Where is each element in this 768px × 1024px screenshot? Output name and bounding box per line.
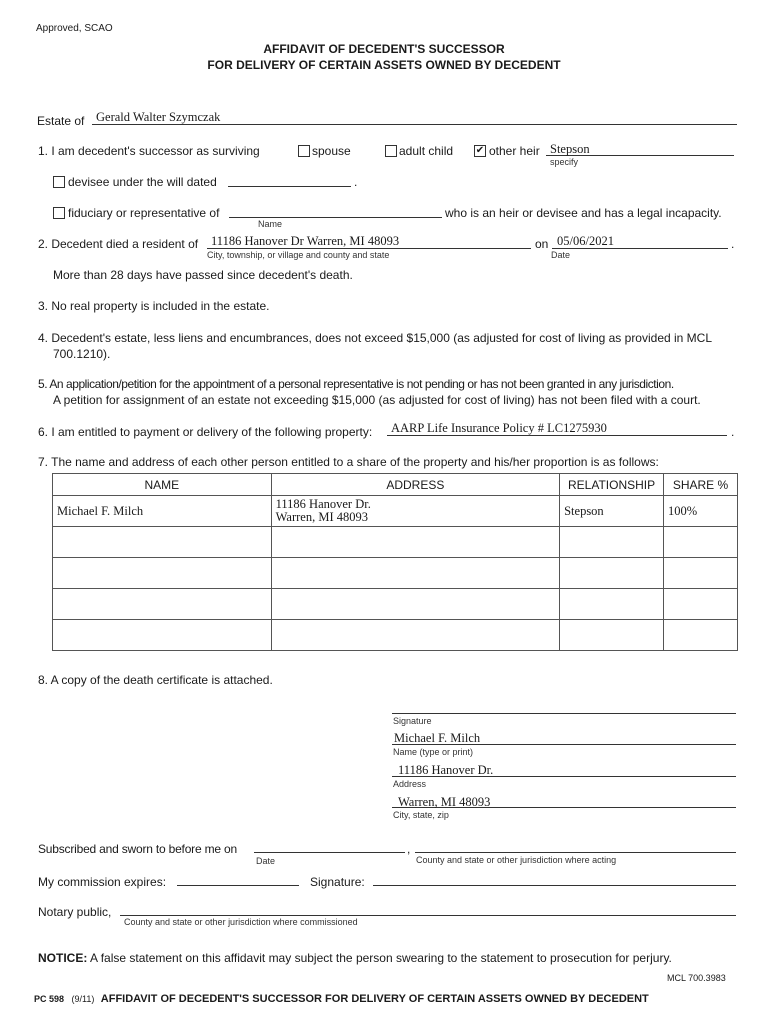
empty-cell[interactable] bbox=[560, 589, 664, 620]
address-caption: Address bbox=[393, 779, 427, 789]
form-footer-title: AFFIDAVIT OF DECEDENT'S SUCCESSOR FOR DELIVERY OF CERTAIN ASSETS OWNED BY DECEDENT bbox=[100, 993, 649, 1005]
commissioned-jurisdiction-field[interactable] bbox=[120, 915, 736, 916]
signature-field[interactable] bbox=[392, 713, 736, 714]
form-date: (9/11) bbox=[71, 994, 95, 1004]
fiduciary-name-field[interactable] bbox=[229, 217, 442, 218]
sworn-date-field[interactable] bbox=[254, 852, 405, 853]
empty-cell[interactable] bbox=[560, 558, 664, 589]
item4-line2: 700.1210). bbox=[53, 347, 111, 361]
form-title-line2: FOR DELIVERY OF CERTAIN ASSETS OWNED BY DECEDENT bbox=[207, 58, 561, 72]
table-row bbox=[53, 496, 738, 527]
col-header-address: ADDRESS bbox=[271, 474, 559, 496]
fiduciary-name-caption: Name bbox=[258, 219, 283, 229]
table-header-row bbox=[53, 474, 738, 496]
row-address-line2[interactable]: Warren, MI 48093 bbox=[275, 510, 368, 524]
spouse-checkbox[interactable] bbox=[298, 145, 310, 157]
empty-cell[interactable] bbox=[271, 620, 559, 651]
heirs-table bbox=[52, 473, 738, 651]
item6-text: 6. I am entitled to payment or delivery of the following property: bbox=[38, 425, 373, 439]
table-row bbox=[53, 527, 738, 558]
signer-city-field[interactable]: Warren, MI 48093 bbox=[398, 795, 491, 809]
empty-cell[interactable] bbox=[53, 527, 272, 558]
row-relationship-cell[interactable]: Stepson bbox=[564, 503, 604, 518]
empty-cell[interactable] bbox=[271, 589, 559, 620]
row-name-cell[interactable]: Michael F. Milch bbox=[57, 503, 144, 518]
on-label: on bbox=[535, 237, 549, 251]
signature-caption: Signature bbox=[393, 716, 432, 726]
estate-name-field[interactable]: Gerald Walter Szymczak bbox=[96, 110, 221, 124]
row-share-cell[interactable]: 100% bbox=[668, 503, 698, 518]
row-address-line1[interactable]: 11186 Hanover Dr. bbox=[275, 497, 371, 511]
specify-caption: specify bbox=[550, 157, 579, 167]
name-caption: Name (type or print) bbox=[393, 747, 474, 757]
fiduciary-label: fiduciary or representative of bbox=[68, 206, 220, 220]
empty-cell[interactable] bbox=[664, 589, 738, 620]
item3-text: 3. No real property is included in the estate. bbox=[38, 299, 270, 313]
adult-child-label: adult child bbox=[399, 144, 454, 158]
signer-name-field[interactable]: Michael F. Milch bbox=[394, 731, 481, 745]
fiduciary-checkbox[interactable] bbox=[53, 207, 65, 219]
estate-label: Estate of bbox=[37, 114, 85, 128]
jurisdiction-acting-field[interactable] bbox=[415, 852, 736, 853]
notary-signature-field[interactable] bbox=[373, 885, 736, 886]
empty-cell[interactable] bbox=[664, 620, 738, 651]
item6-end: . bbox=[731, 425, 735, 439]
form-title-line1: AFFIDAVIT OF DECEDENT'S SUCCESSOR bbox=[263, 42, 505, 56]
table-row bbox=[53, 558, 738, 589]
residence-caption: City, township, or village and county and state bbox=[207, 250, 390, 260]
empty-cell[interactable] bbox=[271, 558, 559, 589]
item7-text: 7. The name and address of each other person entitled to a share of the property and his/her proportion is as follows: bbox=[38, 455, 659, 469]
devisee-date-field[interactable] bbox=[228, 186, 351, 187]
commission-label: My commission expires: bbox=[38, 875, 167, 889]
col-header-name: NAME bbox=[53, 474, 272, 496]
notary-comma: , bbox=[407, 842, 411, 856]
city-caption: City, state, zip bbox=[393, 810, 449, 820]
empty-cell[interactable] bbox=[560, 620, 664, 651]
empty-cell[interactable] bbox=[560, 527, 664, 558]
empty-cell[interactable] bbox=[53, 589, 272, 620]
item5-line1: 5. An application/petition for the appointment of a personal representative is not pending or has not been granted in any jurisdiction. bbox=[38, 377, 674, 391]
subscribed-label: Subscribed and sworn to before me on bbox=[38, 842, 237, 856]
notice-label: NOTICE: bbox=[38, 951, 88, 965]
notary-public-label: Notary public, bbox=[38, 905, 112, 919]
commissioned-jurisdiction-caption: County and state or other jurisdiction where commissioned bbox=[124, 917, 358, 927]
fiduciary-tail: who is an heir or devisee and has a legal incapacity. bbox=[445, 206, 722, 220]
devisee-end: . bbox=[354, 175, 358, 189]
empty-cell[interactable] bbox=[664, 558, 738, 589]
item1-text: 1. I am decedent's successor as surviving bbox=[38, 144, 260, 158]
death-date-field[interactable]: 05/06/2021 bbox=[557, 234, 614, 248]
commission-expires-field[interactable] bbox=[177, 885, 299, 886]
other-heir-checkbox[interactable]: ✔ bbox=[475, 145, 485, 156]
sworn-date-caption: Date bbox=[256, 856, 276, 866]
table-row bbox=[53, 589, 738, 620]
signer-address-field[interactable]: 11186 Hanover Dr. bbox=[398, 763, 494, 777]
notice bbox=[38, 951, 672, 965]
item8-text: 8. A copy of the death certificate is attached. bbox=[38, 673, 273, 687]
mcl-reference: MCL 700.3983 bbox=[667, 973, 726, 983]
item2-note: More than 28 days have passed since decedent's death. bbox=[53, 268, 353, 282]
table-row bbox=[53, 620, 738, 651]
other-heir-label: other heir bbox=[489, 144, 540, 158]
property-field[interactable]: AARP Life Insurance Policy # LC1275930 bbox=[391, 421, 607, 435]
empty-cell[interactable] bbox=[664, 527, 738, 558]
residence-field[interactable]: 11186 Hanover Dr Warren, MI 48093 bbox=[211, 234, 400, 248]
item2-end: . bbox=[731, 237, 735, 251]
death-date-caption: Date bbox=[551, 250, 571, 260]
spouse-label: spouse bbox=[312, 144, 351, 158]
approval-note: Approved, SCAO bbox=[36, 23, 113, 34]
other-heir-field[interactable]: Stepson bbox=[550, 142, 590, 156]
item2-text: 2. Decedent died a resident of bbox=[38, 237, 199, 251]
item4-line1: 4. Decedent's estate, less liens and encumbrances, does not exceed $15,000 (as adjusted for cost of living as provided in MCL bbox=[38, 331, 713, 345]
adult-child-checkbox[interactable] bbox=[385, 145, 397, 157]
notary-signature-label: Signature: bbox=[310, 875, 365, 889]
form-footer bbox=[34, 989, 649, 1007]
devisee-checkbox[interactable] bbox=[53, 176, 65, 188]
jurisdiction-acting-caption: County and state or other jurisdiction where acting bbox=[416, 855, 617, 865]
notice-text: A false statement on this affidavit may subject the person swearing to the statement to prosecution for perjury. bbox=[90, 951, 672, 965]
form-id: PC 598 bbox=[34, 994, 65, 1004]
empty-cell[interactable] bbox=[53, 558, 272, 589]
empty-cell[interactable] bbox=[271, 527, 559, 558]
devisee-label: devisee under the will dated bbox=[68, 175, 217, 189]
empty-cell[interactable] bbox=[53, 620, 272, 651]
item5-line2: A petition for assignment of an estate not exceeding $15,000 (as adjusted for cost of living) has not been filed with a court. bbox=[53, 393, 701, 407]
col-header-share: SHARE % bbox=[664, 474, 738, 496]
col-header-relationship: RELATIONSHIP bbox=[560, 474, 664, 496]
